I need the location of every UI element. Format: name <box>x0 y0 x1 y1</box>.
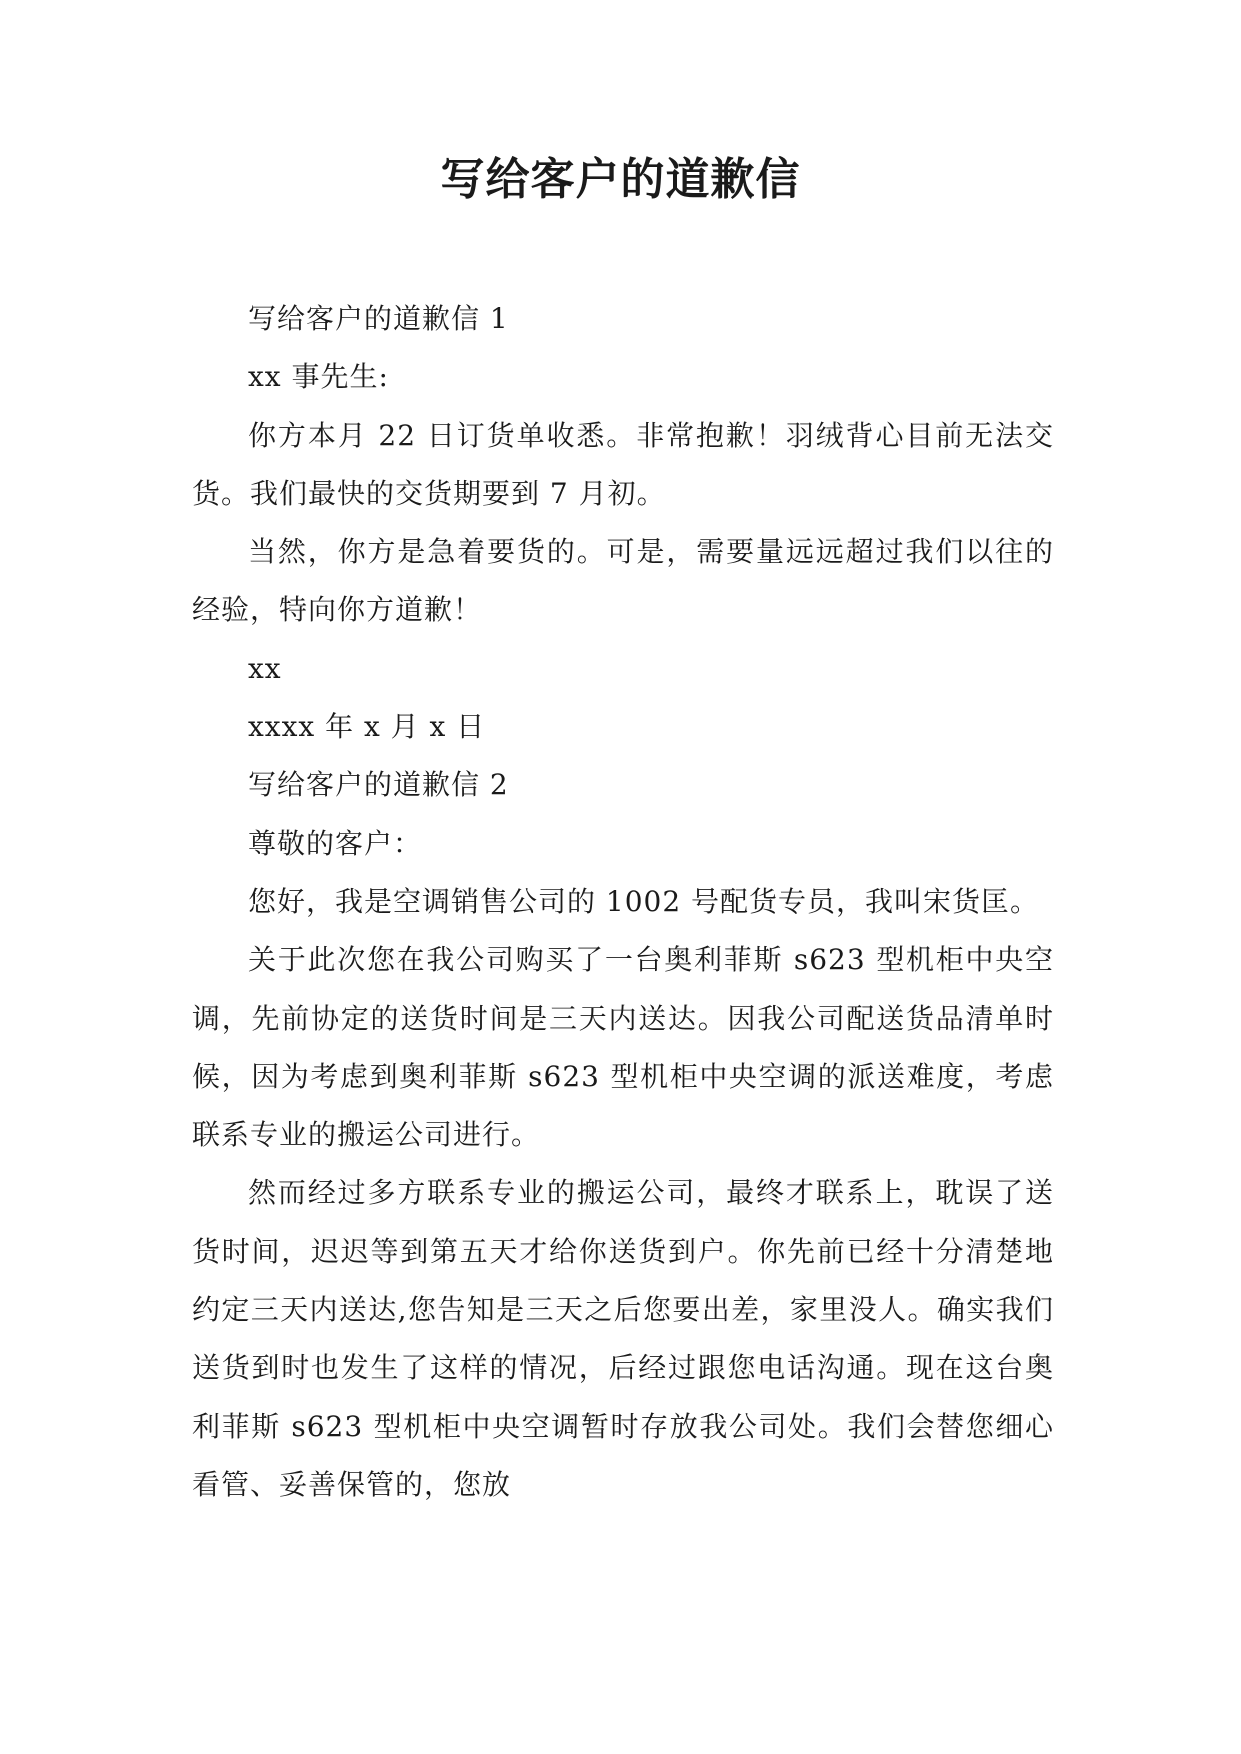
paragraph-date: xxxx 年 x 月 x 日 <box>248 710 486 744</box>
paragraph: 然而经过多方联系专业的搬运公司，最终才联系上，耽误了送货时间，迟迟等到第五天才给你送货到户。你先前已经十分清楚地约定三天内送达,您告知是三天之后您要出差，家里没人。确实我们送货到时也发生了这样的情况，后经过跟您电话沟通。现在这台奥利菲斯 s623 型机柜中央空调暂时存放我公司处。我们会替您细心看管、妥善保管的，您放 <box>192 1176 1054 1501</box>
paragraph-heading-1: 写给客户的道歉信 1 <box>248 302 509 335</box>
paragraph-heading-2: 写给客户的道歉信 2 <box>248 768 509 802</box>
paragraph: 你方本月 22 日订货单收悉。非常抱歉！羽绒背心目前无法交货。我们最快的交货期要到 7 月初。 <box>192 418 1054 510</box>
paragraph: 当然，你方是急着要货的。可是，需要量远远超过我们以往的经验，特向你方道歉！ <box>192 535 1054 627</box>
paragraph-signature: xx <box>248 651 282 685</box>
paragraph-salutation-1: xx 事先生: <box>248 360 389 394</box>
document-title: 写给客户的道歉信 <box>440 154 801 205</box>
paragraph-salutation-2: 尊敬的客户： <box>248 826 423 860</box>
paragraph: 关于此次您在我公司购买了一台奥利菲斯 s623 型机柜中央空调，先前协定的送货时间是三天内送达。因我公司配送货品清单时候，因为考虑到奥利菲斯 s623 型机柜中央空调的派送难度，考虑联系专业的搬运公司进行。 <box>192 943 1054 1152</box>
paragraph: 您好，我是空调销售公司的 1002 号配货专员，我叫宋货匡。 <box>248 884 1040 918</box>
document-body <box>192 290 1054 1514</box>
